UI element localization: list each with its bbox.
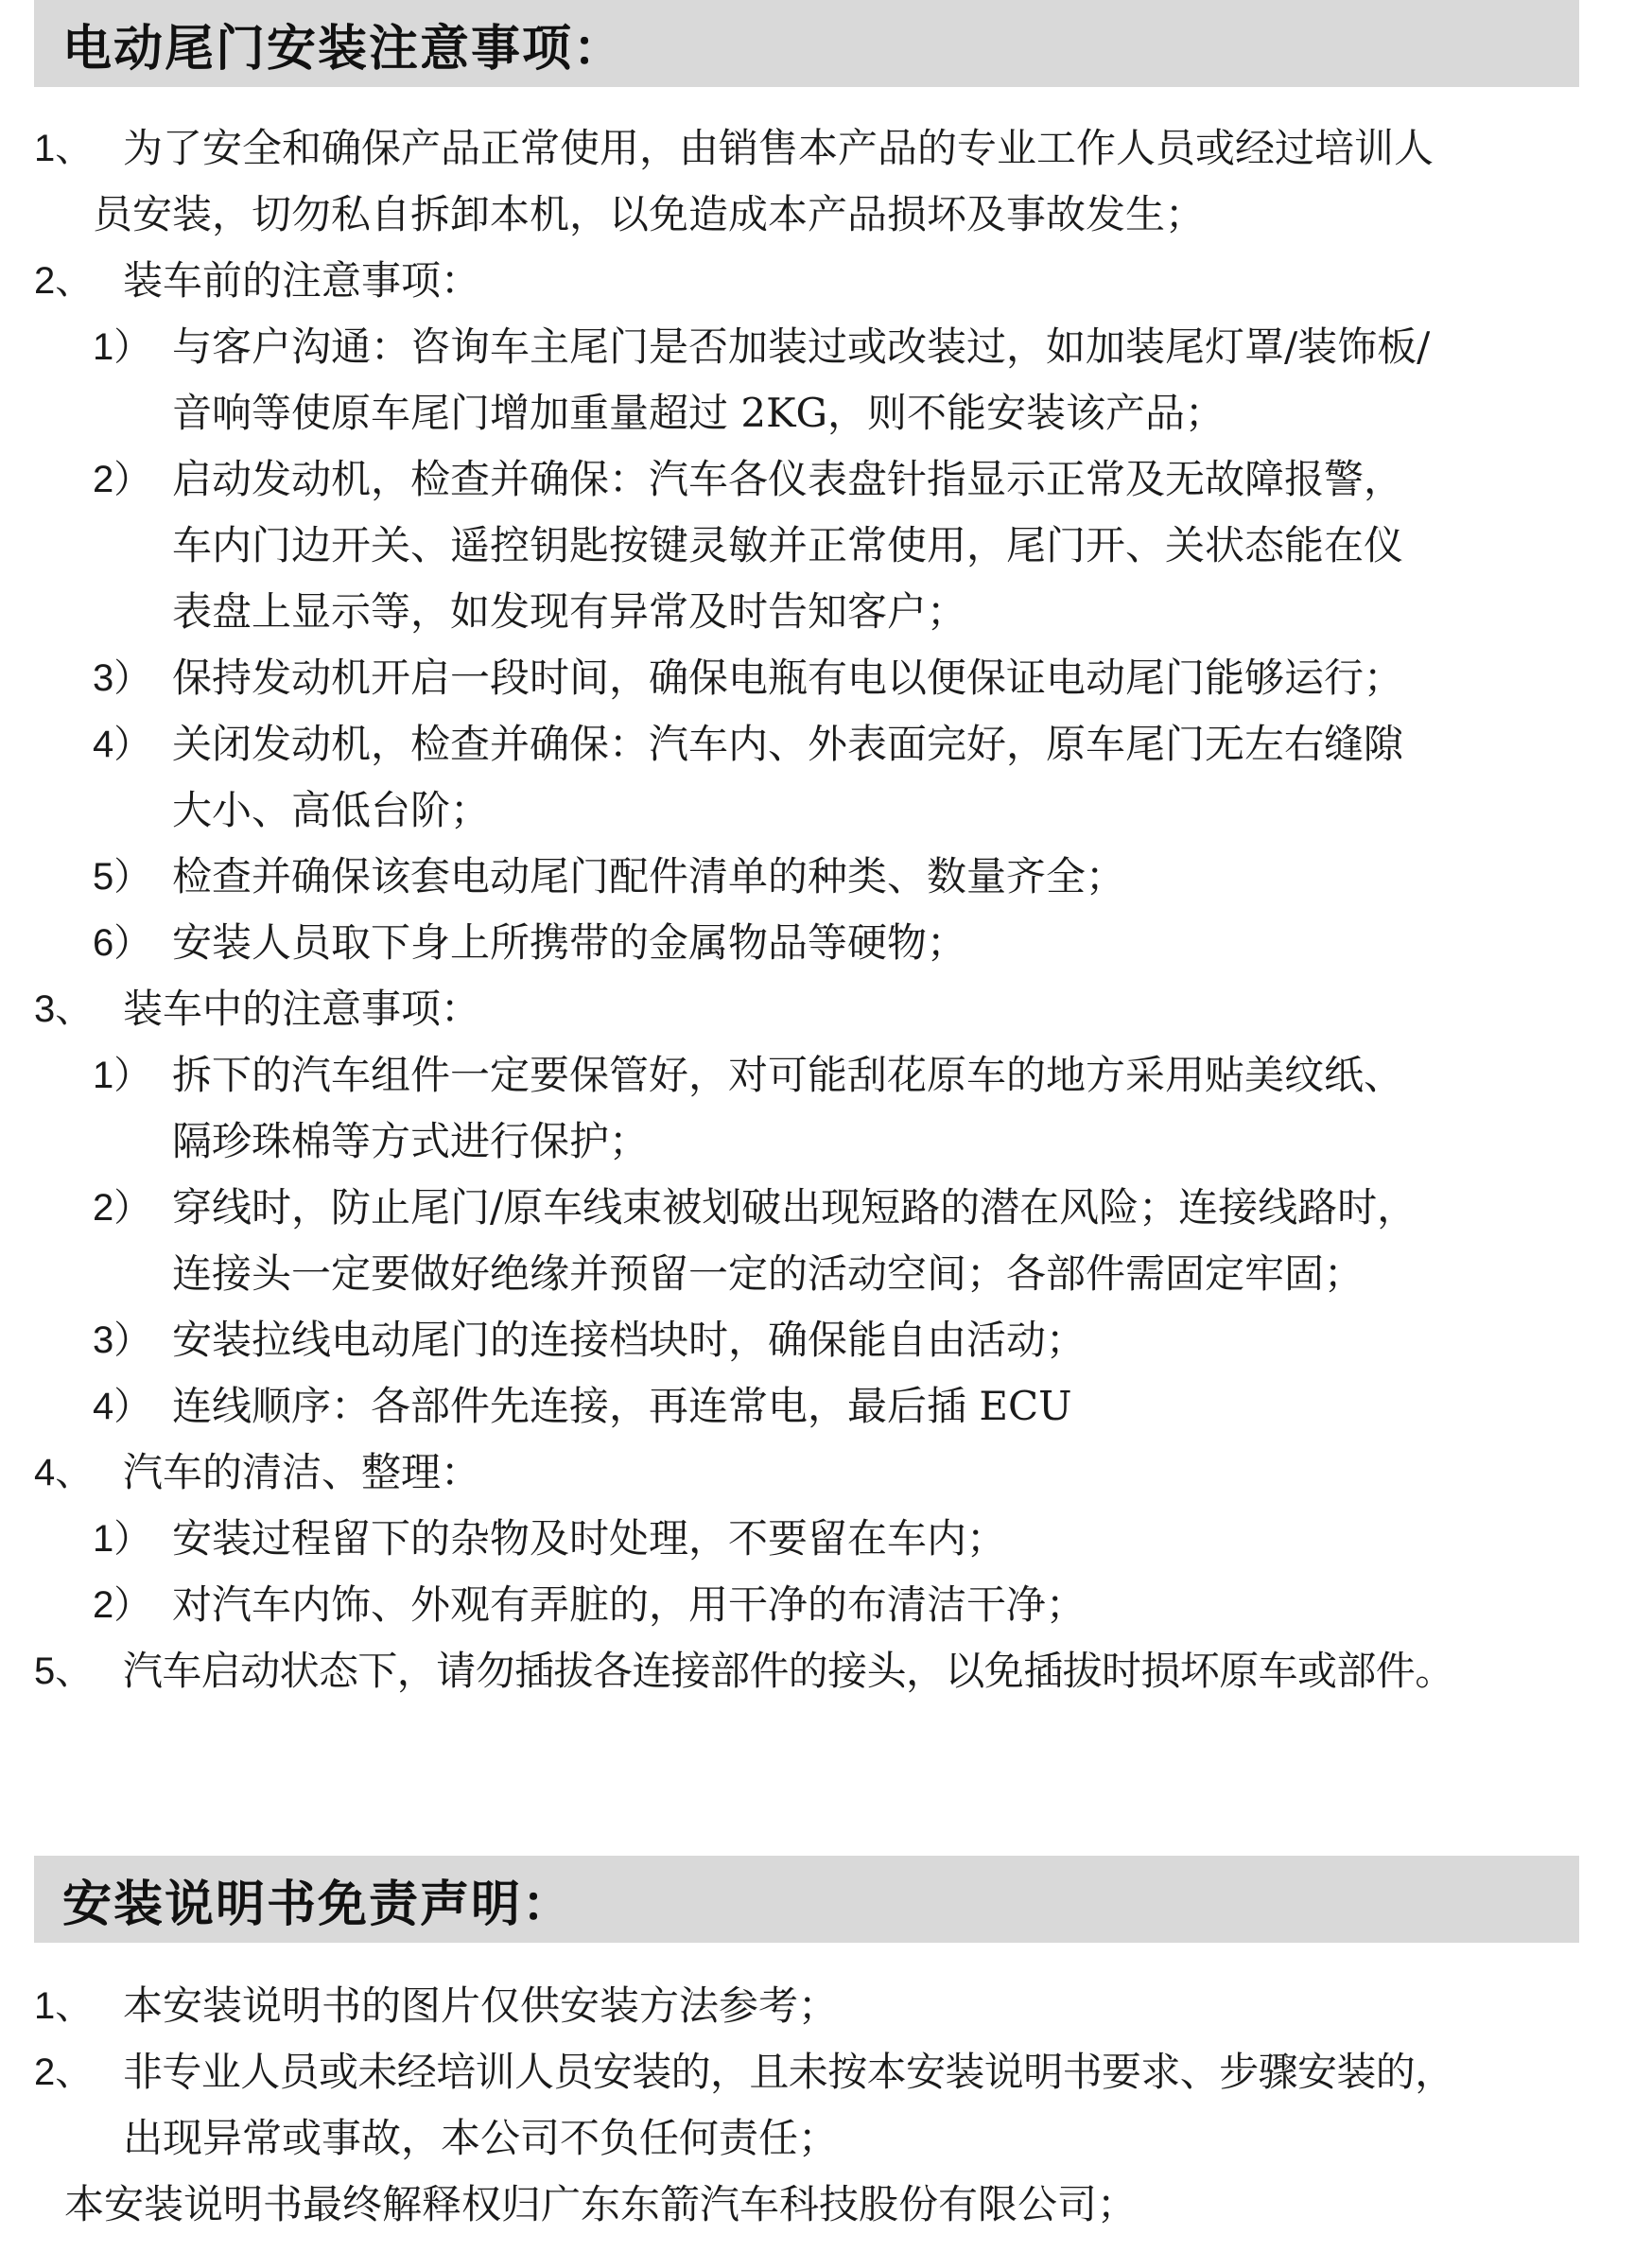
section-title: 安装说明书免责声明： <box>62 1876 574 1933</box>
item-text: 本安装说明书的图片仅供安装方法参考； <box>123 1982 839 2029</box>
item-number: 2、 <box>34 2051 94 2093</box>
item-number: 1、 <box>34 1985 94 2027</box>
sub-item-number: 1） <box>93 326 152 368</box>
sub-item-text: 对汽车内饰、外观有弄脏的，用干净的布清洁干净； <box>172 1581 1087 1628</box>
sub-item-text: 与客户沟通：咨询车主尾门是否加装过或改装过，如加装尾灯罩/装饰板/ <box>172 323 1431 370</box>
item-number: 1、 <box>34 128 94 169</box>
disclaimer-footer: 本安装说明书最终解释权归广东东箭汽车科技股份有限公司； <box>64 2181 1138 2227</box>
sub-item-number: 4） <box>93 724 152 765</box>
item-text: 出现异常或事故，本公司不负任何责任； <box>123 2115 839 2161</box>
sub-item-text: 安装过程留下的杂物及时处理，不要留在车内； <box>172 1515 1007 1562</box>
sub-item-text: 连接头一定要做好绝缘并预留一定的活动空间；各部件需固定牢固； <box>172 1250 1365 1297</box>
section-header-installation-notes <box>34 0 1579 87</box>
item-number: 3、 <box>34 988 94 1030</box>
sub-item-text: 车内门边开关、遥控钥匙按键灵敏并正常使用，尾门开、关状态能在仪 <box>172 522 1404 568</box>
item-text: 汽车启动状态下，请勿插拔各连接部件的接头，以免插拔时损坏原车或部件。 <box>123 1648 1454 1694</box>
sub-item-text: 大小、高低台阶； <box>172 787 491 833</box>
sub-item-number: 1） <box>93 1055 152 1096</box>
sub-item-number: 2） <box>93 459 152 500</box>
item-text: 员安装，切勿私自拆卸本机，以免造成本产品损坏及事故发生； <box>93 191 1206 237</box>
sub-item-text: 表盘上显示等，如发现有异常及时告知客户； <box>172 588 967 635</box>
item-text: 为了安全和确保产品正常使用，由销售本产品的专业工作人员或经过培训人 <box>123 125 1435 171</box>
sub-item-text: 关闭发动机，检查并确保：汽车内、外表面完好，原车尾门无左右缝隙 <box>172 721 1404 767</box>
sub-item-text: 隔珍珠棉等方式进行保护； <box>172 1118 650 1164</box>
sub-item-number: 5） <box>93 856 152 898</box>
sub-item-text: 连线顺序：各部件先连接，再连常电，最后插 ECU <box>172 1383 1072 1429</box>
sub-item-number: 4） <box>93 1386 152 1427</box>
sub-item-number: 3） <box>93 657 152 699</box>
section-header-disclaimer <box>34 1856 1579 1943</box>
item-number: 5、 <box>34 1650 94 1692</box>
item-number: 4、 <box>34 1452 94 1493</box>
sub-item-number: 2） <box>93 1187 152 1229</box>
item-text: 汽车的清洁、整理： <box>123 1449 481 1495</box>
sub-item-text: 启动发动机，检查并确保：汽车各仪表盘针指显示正常及无故障报警， <box>172 456 1404 502</box>
sub-item-text: 穿线时，防止尾门/原车线束被划破出现短路的潜在风险；连接线路时， <box>172 1184 1417 1231</box>
item-text: 非专业人员或未经培训人员安装的，且未按本安装说明书要求、步骤安装的， <box>123 2049 1454 2095</box>
sub-item-text: 安装人员取下身上所携带的金属物品等硬物； <box>172 919 967 966</box>
sub-item-text: 保持发动机开启一段时间，确保电瓶有电以便保证电动尾门能够运行； <box>172 655 1404 701</box>
sub-item-text: 安装拉线电动尾门的连接档块时，确保能自由活动； <box>172 1317 1087 1363</box>
sub-item-number: 6） <box>93 922 152 964</box>
sub-item-text: 拆下的汽车组件一定要保管好，对可能刮花原车的地方采用贴美纹纸、 <box>172 1052 1404 1098</box>
item-number: 2、 <box>34 260 94 302</box>
sub-item-number: 1） <box>93 1518 152 1560</box>
sub-item-number: 2） <box>93 1584 152 1626</box>
item-text: 装车前的注意事项： <box>123 257 481 304</box>
sub-item-text: 检查并确保该套电动尾门配件清单的种类、数量齐全； <box>172 853 1126 899</box>
sub-item-text: 音响等使原车尾门增加重量超过 2KG，则不能安装该产品； <box>172 390 1226 436</box>
item-text: 装车中的注意事项： <box>123 986 481 1032</box>
section-title: 电动尾门安装注意事项： <box>62 20 625 78</box>
sub-item-number: 3） <box>93 1319 152 1361</box>
